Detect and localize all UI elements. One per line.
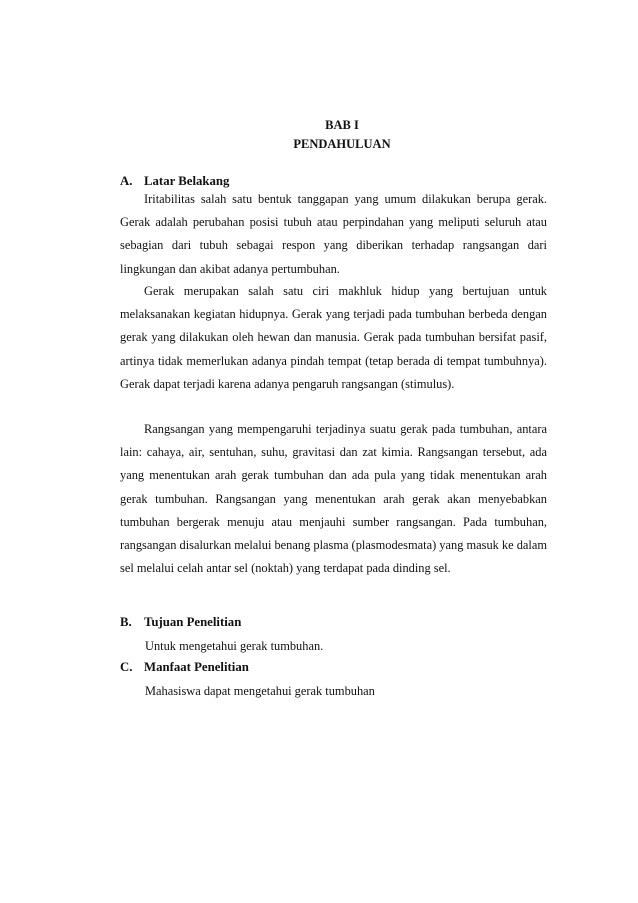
chapter-title: PENDAHULUAN [293, 137, 391, 151]
section-a-title: Latar Belakang [144, 174, 230, 188]
section-b-heading [120, 614, 241, 630]
section-b-title: Tujuan Penelitian [144, 615, 242, 629]
section-c-text: Mahasiswa dapat mengetahui gerak tumbuhan [145, 684, 375, 698]
section-a-paragraph-1: Iritabilitas salah satu bentuk tanggapan yang umum dilakukan berupa gerak. Gerak adalah perubahan posisi tubuh atau perpindahan yang meliputi seluruh atau sebagian dari tubuh sebagai respon yang diberikan terhadap rangsangan dari lingkungan dan akibat adanya pertumbuhan. [120, 192, 547, 276]
section-a-paragraph-2: Gerak merupakan salah satu ciri makhluk hidup yang bertujuan untuk melaksanakan kegiatan hidupnya. Gerak yang terjadi pada tumbuhan berbeda dengan gerak yang dilakukan oleh hewan dan manusia. Gerak pada tumbuhan bersifat pasif, artinya tidak memerlukan adanya pindah tempat (tetap berada di tempat tumbuhnya). Gerak dapat terjadi karena adanya pengaruh rangsangan (stimulus). [120, 284, 547, 391]
section-a-number: A. [120, 174, 133, 188]
section-b-text: Untuk mengetahui gerak tumbuhan. [145, 639, 324, 653]
section-c-heading [120, 659, 249, 675]
section-c-title: Manfaat Penelitian [144, 660, 249, 674]
section-c-number: C. [120, 660, 133, 674]
section-b-number: B. [120, 615, 132, 629]
chapter-number: BAB I [325, 118, 359, 132]
section-a-paragraph-3: Rangsangan yang mempengaruhi terjadinya suatu gerak pada tumbuhan, antara lain: cahaya, air, sentuhan, suhu, gravitasi dan zat kimia. Rangsangan tersebut, ada yang menentukan arah gerak tumbuhan dan ada pula yang tidak menentukan arah gerak tumbuhan. Rangsangan yang menentukan arah gerak akan menyebabkan tumbuhan bergerak menuju atau menjauhi sumber rangsangan. Pada tumbuhan, rangsangan disalurkan melalui benang plasma (plasmodesmata) yang masuk ke dalam sel melalui celah antar sel (noktah) yang terdapat pada dinding sel. [120, 422, 547, 576]
section-a-heading [120, 173, 229, 189]
